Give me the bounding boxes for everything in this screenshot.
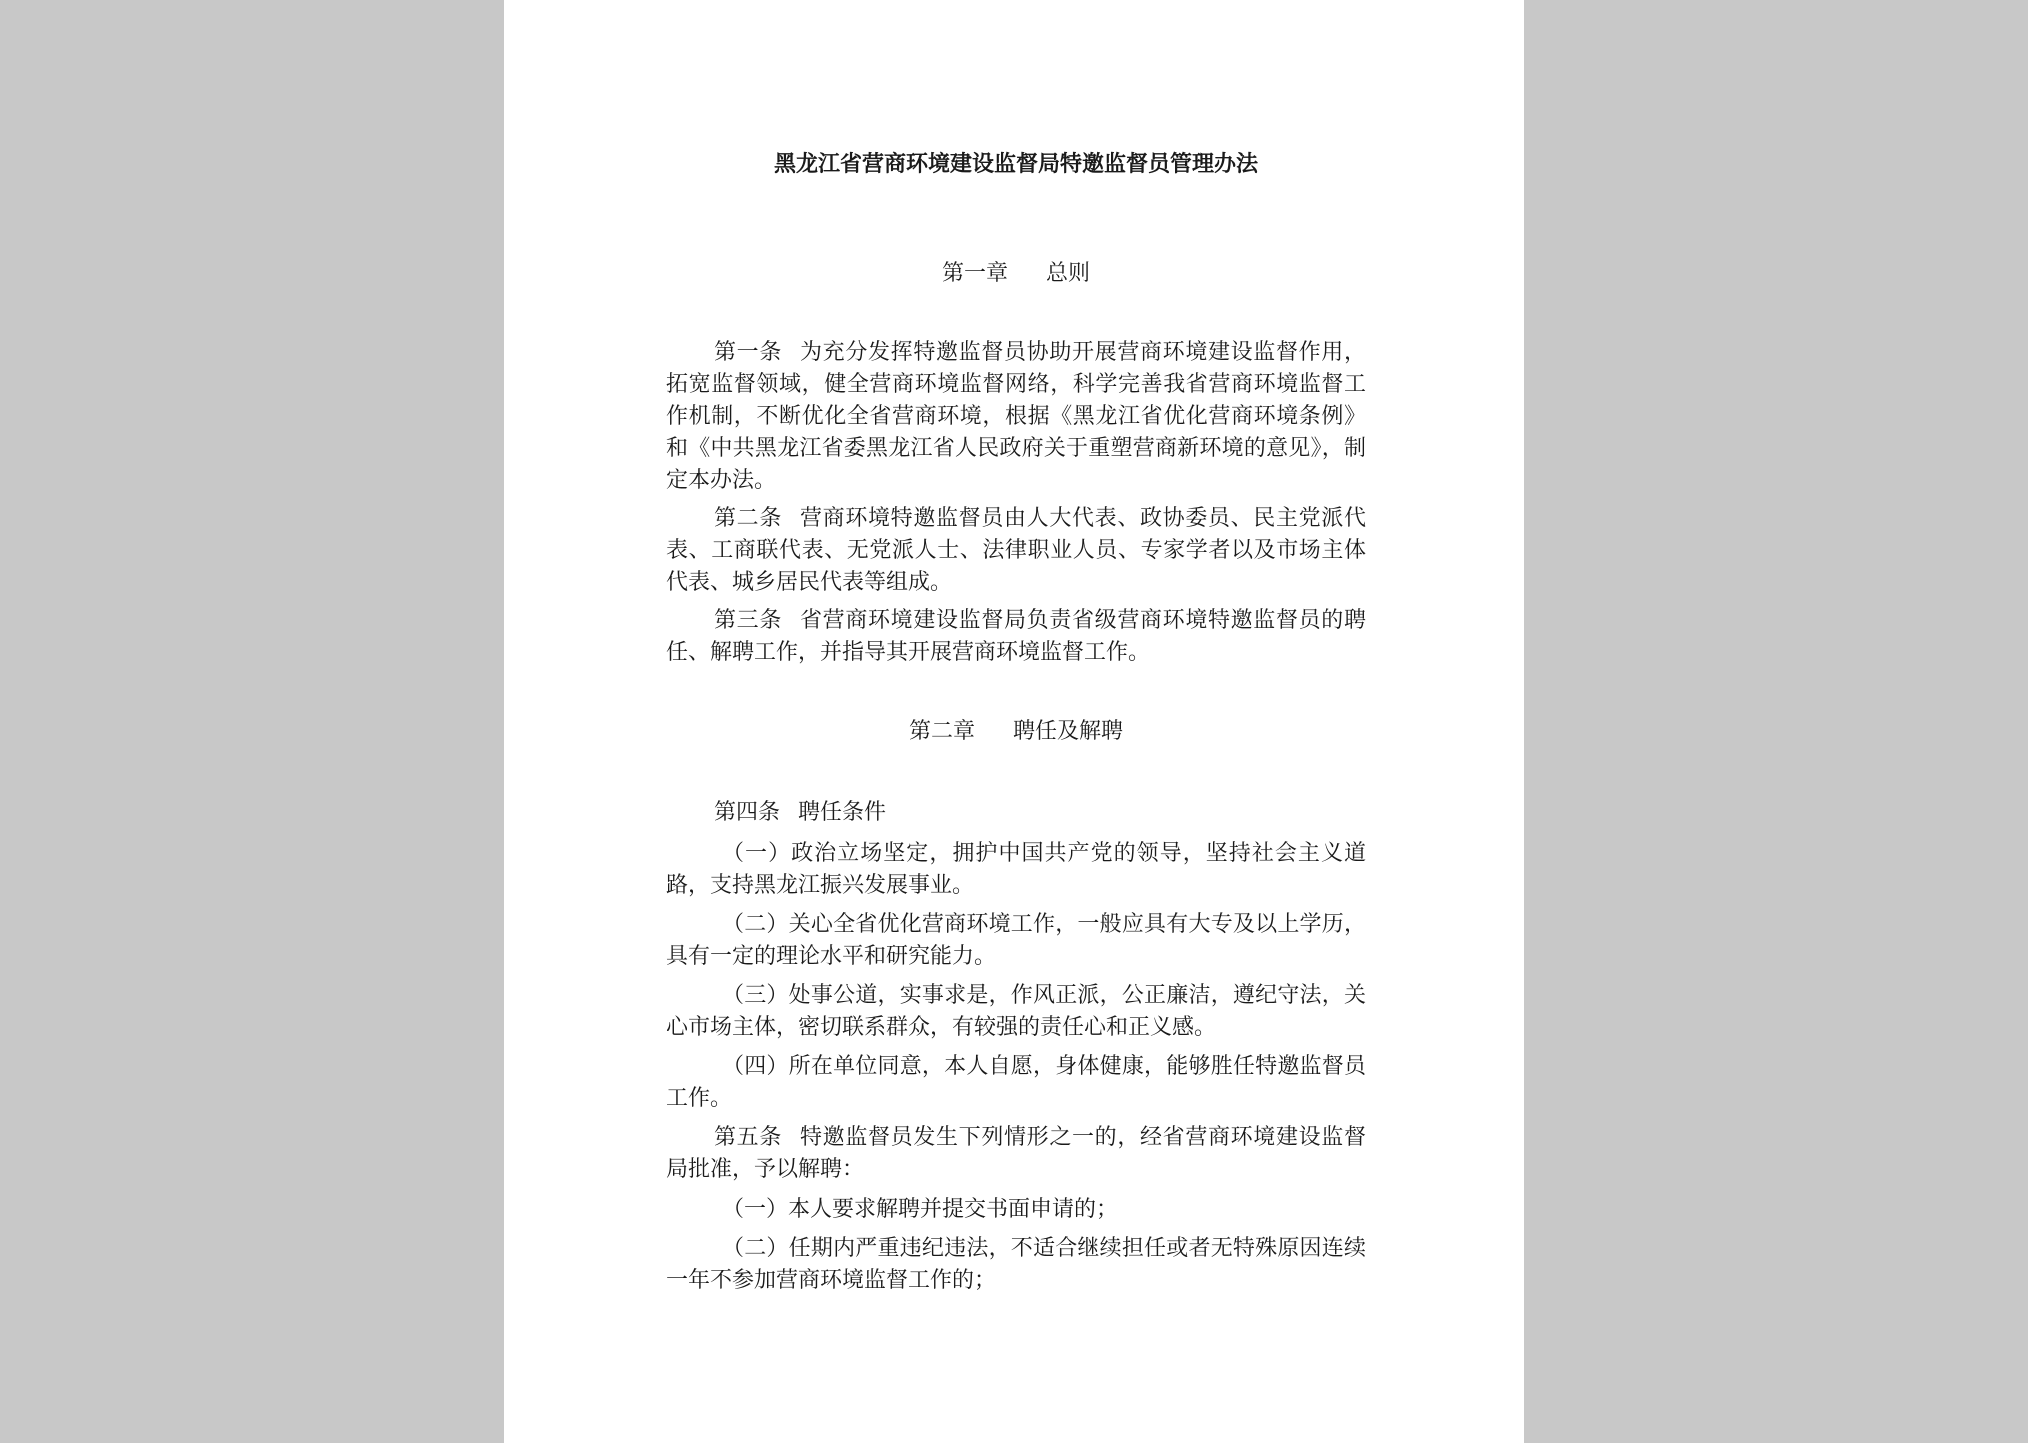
article-5 — [666, 1122, 1366, 1186]
chapter-heading-1 — [666, 259, 1366, 289]
document-title: 黑龙江省营商环境建设监督局特邀监督员管理办法 — [773, 151, 1258, 177]
item-text: （一）政治立场坚定，拥护中国共产党的领导，坚持社会主义道路，支持黑龙江振兴发展事业。 — [666, 841, 1366, 898]
article-number: 第五条 — [714, 1125, 782, 1150]
article-4-item-1 — [666, 838, 1366, 902]
article-4 — [666, 797, 1366, 829]
chapter-number: 第二章 — [908, 719, 975, 744]
article-text: 聘任条件 — [798, 800, 887, 825]
article-4-item-3 — [666, 980, 1366, 1044]
chapter-number: 第一章 — [941, 261, 1008, 286]
article-2 — [666, 503, 1366, 599]
chapter-heading-2 — [666, 717, 1366, 747]
item-text: （二）任期内严重违纪违法，不适合继续担任或者无特殊原因连续一年不参加营商环境监督工作的； — [666, 1236, 1366, 1293]
article-1 — [666, 337, 1366, 497]
item-text: （三）处事公道，实事求是，作风正派，公正廉洁，遵纪守法，关心市场主体，密切联系群众，有较强的责任心和正义感。 — [666, 983, 1366, 1040]
chapter-name: 聘任及解聘 — [1013, 719, 1124, 744]
article-4-item-2 — [666, 909, 1366, 973]
article-number: 第三条 — [714, 608, 782, 633]
document-page — [504, 0, 1524, 1443]
item-text: （一）本人要求解聘并提交书面申请的； — [722, 1197, 1119, 1222]
article-5-item-1 — [666, 1194, 1366, 1226]
article-number: 第四条 — [714, 800, 781, 825]
article-number: 第二条 — [714, 506, 782, 531]
article-text: 特邀监督员发生下列情形之一的，经省营商环境建设监督局批准，予以解聘： — [666, 1125, 1366, 1182]
article-4-item-4 — [666, 1051, 1366, 1115]
article-number: 第一条 — [714, 340, 782, 365]
item-text: （四）所在单位同意，本人自愿，身体健康，能够胜任特邀监督员工作。 — [666, 1054, 1366, 1111]
article-3 — [666, 605, 1366, 669]
item-text: （二）关心全省优化营商环境工作，一般应具有大专及以上学历，具有一定的理论水平和研究能力。 — [666, 912, 1366, 969]
article-text: 为充分发挥特邀监督员协助开展营商环境建设监督作用，拓宽监督领域，健全营商环境监督网络，科学完善我省营商环境监督工作机制，不断优化全省营商环境，根据《黑龙江省优化营商环境条例》和《中共黑龙江省委黑龙江省人民政府关于重塑营商新环境的意见》，制定本办法。 — [666, 340, 1366, 493]
article-text: 省营商环境建设监督局负责省级营商环境特邀监督员的聘任、解聘工作，并指导其开展营商环境监督工作。 — [666, 608, 1366, 665]
article-text: 营商环境特邀监督员由人大代表、政协委员、民主党派代表、工商联代表、无党派人士、法律职业人员、专家学者以及市场主体代表、城乡居民代表等组成。 — [666, 506, 1366, 595]
article-5-item-2 — [666, 1233, 1366, 1297]
chapter-name: 总则 — [1046, 261, 1091, 286]
